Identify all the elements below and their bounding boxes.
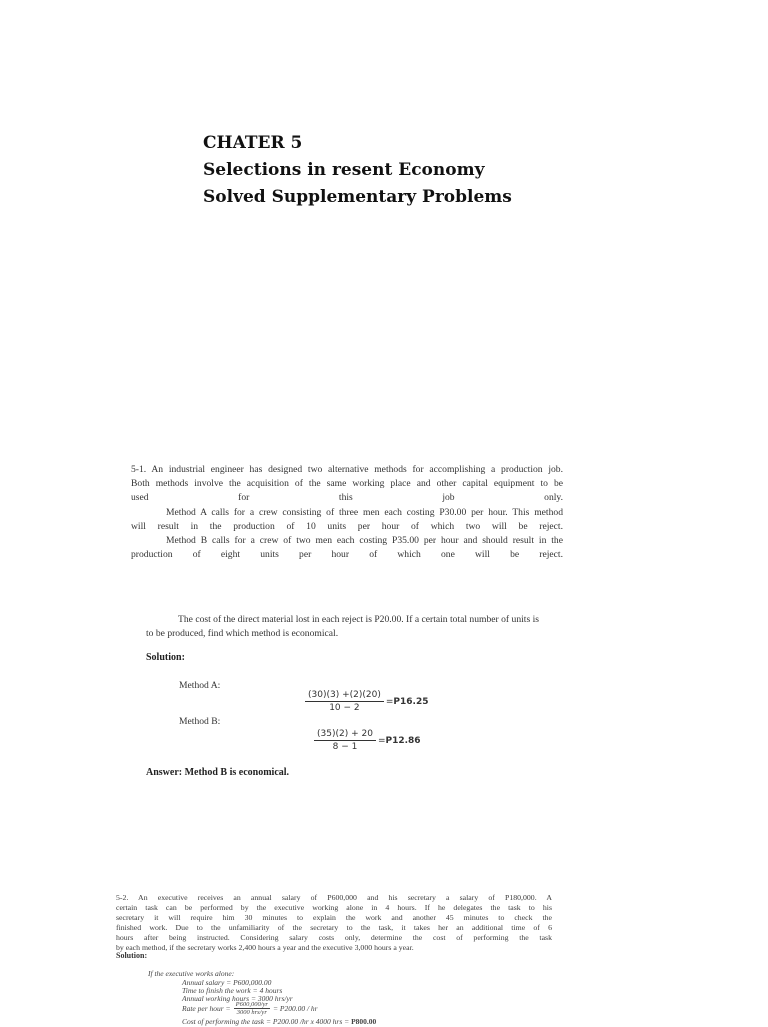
text-line: Method A calls for a crew consisting of three men each costing P30.00 per hour. This method xyxy=(166,506,563,518)
chapter-heading xyxy=(203,130,512,211)
method-b-result: P12.86 xyxy=(385,735,421,746)
case-label: If the executive works alone: xyxy=(148,969,235,978)
text-line: will result in the production of 10 units per hour of which two will be reject. xyxy=(131,520,563,532)
cost-result: P800.00 xyxy=(351,1017,377,1026)
formula-denominator: 3000 hrs/yr xyxy=(236,1009,267,1016)
text-line: 5-1. An industrial engineer has designed two alternative methods for accomplishing a production job. xyxy=(131,464,563,475)
text-line: production of eight units per hour of which one will be reject. xyxy=(131,549,563,561)
equals-sign: = xyxy=(385,696,394,707)
problem-5-1-paragraph-line: The cost of the direct material lost in each reject is P20.00. If a certain total number of units is xyxy=(178,614,539,625)
text-line: Both methods involve the acquisition of the same working place and other capital equipment to be xyxy=(131,478,563,490)
text-line: 5-2. An executive receives an annual salary of P600,000 and his secretary a salary of P180,000. A xyxy=(116,893,552,902)
text-line: used for this job only. xyxy=(131,492,563,504)
text-line: Method B calls for a crew of two men each costing P35.00 per hour and should result in the xyxy=(166,534,563,546)
text-line: finished work. Due to the unfamiliarity of the secretary to the task, it takes her an additional time of 6 xyxy=(116,923,552,932)
equals-sign: = xyxy=(377,735,386,746)
problem-5-1-statement xyxy=(131,463,563,562)
method-b-formula xyxy=(314,729,421,752)
solution-label: Solution: xyxy=(146,652,185,663)
formula-numerator: (35)(2) + 20 xyxy=(314,729,376,741)
rate-per-hour-formula xyxy=(182,1001,318,1016)
method-a-result: P16.25 xyxy=(393,696,429,707)
rate-result: = P200.00 / hr xyxy=(272,1004,318,1013)
cost-label: Cost of performing the task = P200.00 /hr x 4000 hrs = xyxy=(182,1017,350,1026)
chapter-number: CHATER 5 xyxy=(203,133,303,153)
method-a-formula xyxy=(305,690,428,713)
chapter-subtitle: Solved Supplementary Problems xyxy=(203,187,512,207)
cost-line xyxy=(182,1017,376,1027)
formula-denominator: 10 − 2 xyxy=(329,703,360,713)
solution-label: Solution: xyxy=(116,951,148,960)
annual-hours-line: Annual working hours = 3000 hrs/yr xyxy=(182,994,293,1003)
text-line: certain task can be performed by the executive working alone in 4 hours. If he delegates the task to his xyxy=(116,903,552,912)
formula-numerator: P600,000/yr xyxy=(235,1001,268,1008)
text-line: by each method, if the secretary works 2,400 hours a year and the executive 3,000 hours a year. xyxy=(116,943,414,952)
time-to-finish-line: Time to finish the work = 4 hours xyxy=(182,986,283,995)
annual-salary-line: Annual salary = P600,000.00 xyxy=(182,978,272,987)
formula-numerator: (30)(3) +(2)(20) xyxy=(305,690,384,702)
text-line: secretary it will require him 30 minutes to explain the work and another 45 minutes to check the xyxy=(116,913,552,922)
chapter-title: Selections in resent Economy xyxy=(203,160,485,180)
formula-denominator: 8 − 1 xyxy=(332,742,358,752)
text-line: hours after being instructed. Considering salary costs only, determine the cost of performing the task xyxy=(116,933,552,942)
rate-label: Rate per hour = xyxy=(182,1004,231,1013)
method-b-label: Method B: xyxy=(179,716,221,727)
method-a-label: Method A: xyxy=(179,680,221,691)
problem-5-1-paragraph-line: to be produced, find which method is economical. xyxy=(146,628,339,639)
answer-text: Answer: Method B is economical. xyxy=(146,767,290,778)
problem-5-2-statement xyxy=(116,893,552,953)
